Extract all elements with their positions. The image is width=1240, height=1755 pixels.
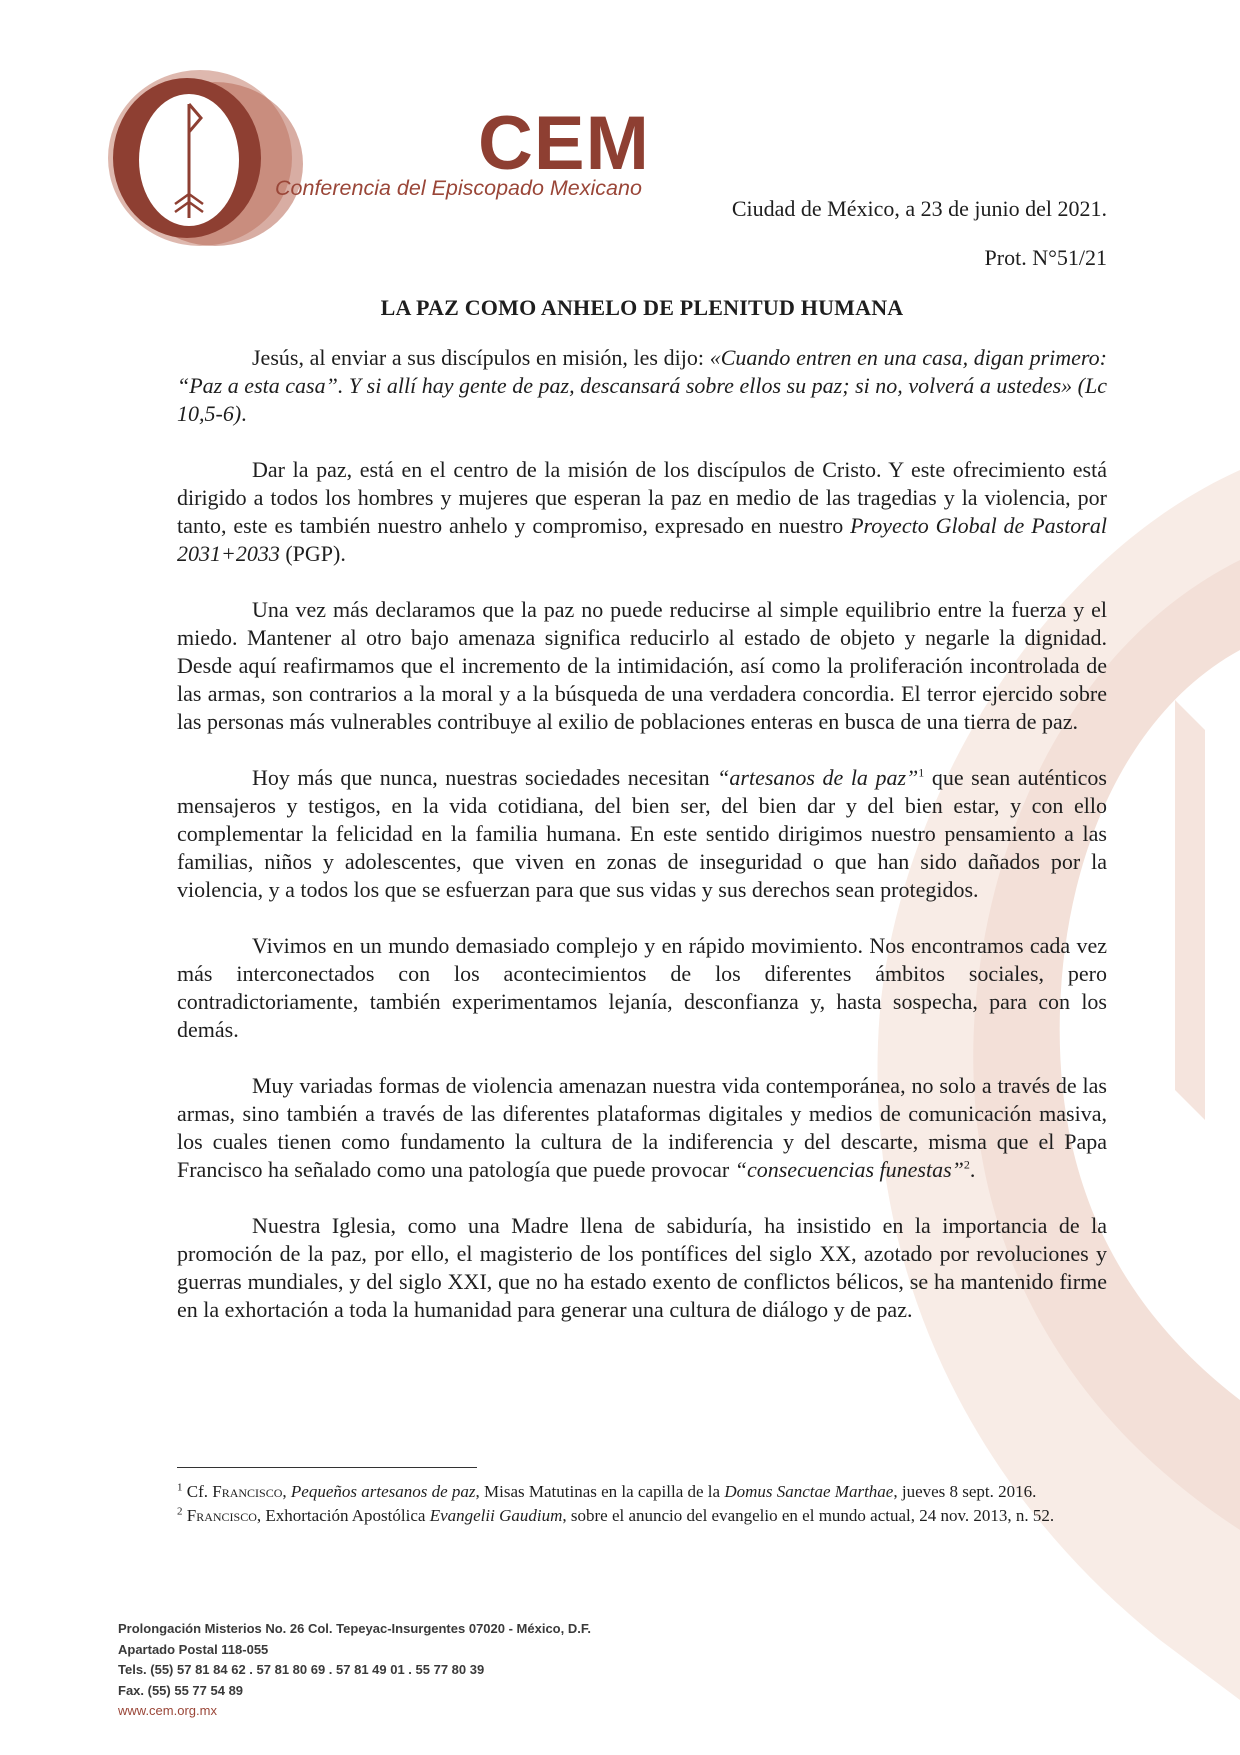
paragraph-4 xyxy=(177,764,1107,904)
paragraph-6-text: Muy variadas formas de violencia amenazan nuestra vida contemporánea, no solo a través de las armas, sino también a través de las diferentes plataformas digitales y medios de comunicación masiva, los cuales tienen como fundamento la cultura de la indiferencia y del descarte, misma que el Papa Francisco ha señalado como una patología que puede provocar xyxy=(177,1073,1107,1182)
footnote-1-text-b: , xyxy=(282,1482,291,1501)
paragraph-2-end: (PGP). xyxy=(279,541,346,566)
footnote-1-number: 1 xyxy=(177,1481,183,1494)
document-title: LA PAZ COMO ANHELO DE PLENITUD HUMANA xyxy=(380,295,904,320)
paragraph-3: Una vez más declaramos que la paz no puede reducirse al simple equilibrio entre la fuerza y el miedo. Mantener al otro bajo amenaza significa reducirlo al estado de objeto y negarle la dignidad. Desde aquí reafirmamos que el incremento de la intimidación, así como la proliferación incontrolada de las armas, son contrarios a la moral y a la búsqueda de una verdadera concordia. El terror ejercido sobre las personas más vulnerables contribuye al exilio de poblaciones enteras en busca de una tierra de paz. xyxy=(177,597,1107,734)
protocol-number: Prot. N°51/21 xyxy=(984,245,1107,270)
footnote-separator xyxy=(177,1467,477,1468)
paragraph-5: Vivimos en un mundo demasiado complejo y en rápido movimiento. Nos encontramos cada vez más interconectados con los acontecimientos de los diferentes ámbitos sociales, pero contradictoriamente, también experimentamos lejanía, desconfianza y, hasta sospecha, para con los demás. xyxy=(177,933,1107,1042)
paragraph-6 xyxy=(177,1072,1107,1184)
footnote-1-text-a: Cf. xyxy=(182,1482,213,1501)
pgp-title: Proyecto Global de Pastoral 2031+2033 xyxy=(177,513,1107,566)
paragraph-1-text: Jesús, al enviar a sus discípulos en misión, les dijo: xyxy=(252,345,710,370)
footnote-1-place: Domus Sanctae Marthae xyxy=(724,1482,894,1501)
artesanos-quote: “artesanos de la paz” xyxy=(717,765,919,790)
paragraph-2-text: Dar la paz, está en el centro de la misión de los discípulos de Cristo. Y este ofrecimiento está dirigido a todos los hombres y mujeres que esperan la paz en medio de las tragedias y la violencia, por tanto, este es también nuestro anhelo y compromiso, expresado en nuestro xyxy=(177,457,1107,538)
consecuencias-quote: “consecuencias funestas” xyxy=(734,1157,964,1182)
footnote-2-author: Francisco xyxy=(186,1506,257,1525)
footnote-2 xyxy=(177,1504,1107,1528)
paragraph-7: Nuestra Iglesia, como una Madre llena de sabiduría, ha insistido en la importancia de la promoción de la paz, por ello, el magisterio de los pontífices del siglo XX, azotado por revoluciones y guerras mundiales, y del siglo XXI, que no ha estado exento de conflictos bélicos, se ha mantenido firme en la exhortación a toda la humanidad para generar una cultura de diálogo y de paz. xyxy=(177,1213,1107,1322)
address-phones: Tels. (55) 57 81 84 62 . 57 81 80 69 . 57 81 49 01 . 55 77 80 39 xyxy=(118,1662,485,1677)
footnote-1-author: Francisco xyxy=(212,1482,283,1501)
address-block xyxy=(118,1619,591,1722)
paragraph-4-text: Hoy más que nunca, nuestras sociedades necesitan xyxy=(252,765,718,790)
address-street: Prolongación Misterios No. 26 Col. Tepeyac-Insurgentes 07020 - México, D.F. xyxy=(118,1621,591,1636)
paragraph-1 xyxy=(177,344,1107,428)
gospel-quote: «Cuando entren en una casa, digan primero: “Paz a esta casa”. Y si allí hay gente de paz, descansará sobre ellos su paz; si no, volverá a ustedes» (Lc 10,5-6) xyxy=(177,345,1107,426)
logo-acronym: CEM xyxy=(478,101,650,186)
paragraph-6-end: . xyxy=(969,1157,976,1182)
footnote-2-text-c: , sobre el anuncio del evangelio en el mundo actual, 24 nov. 2013, n. 52. xyxy=(562,1506,1055,1525)
address-po-box: Apartado Postal 118-055 xyxy=(118,1641,269,1657)
paragraph-2 xyxy=(177,456,1107,568)
logo-subtitle: Conferencia del Episcopado Mexicano xyxy=(275,176,642,200)
website-link[interactable]: www.cem.org.mx xyxy=(118,1703,217,1718)
footnote-1-work: Pequeños artesanos de paz xyxy=(290,1482,476,1501)
footnote-ref-1[interactable]: 1 xyxy=(918,765,925,780)
footnote-2-number: 2 xyxy=(177,1505,183,1518)
footnote-2-work: Evangelii Gaudium xyxy=(429,1506,563,1525)
footnotes xyxy=(177,1480,1107,1528)
letter-date: Ciudad de México, a 23 de junio del 2021. xyxy=(731,196,1107,221)
footnote-1-text-d: , jueves 8 sept. 2016. xyxy=(893,1482,1037,1501)
letter-body xyxy=(177,195,1107,1324)
paragraph-4-end: que sean auténticos mensajeros y testigos, en la vida cotidiana, del bien ser, del bien dar y del bien estar, y con ello complementar la felicidad en la familia humana. En este sentido dirigimos nuestro pensamiento a las familias, niños y adolescentes, que viven en zonas de inseguridad o que han sido dañados por la violencia, y a todos los que se esfuerzan para que sus vidas y sus derechos sean protegidos. xyxy=(177,765,1107,902)
paragraph-1-end: . xyxy=(241,401,247,426)
footnote-2-text-b: , Exhortación Apostólica xyxy=(256,1506,430,1525)
address-fax: Fax. (55) 55 77 54 89 xyxy=(118,1682,244,1698)
footnote-1 xyxy=(177,1480,1107,1504)
footnote-ref-2[interactable]: 2 xyxy=(963,1157,970,1172)
footnote-1-text-c: , Misas Matutinas en la capilla de la xyxy=(475,1482,725,1501)
